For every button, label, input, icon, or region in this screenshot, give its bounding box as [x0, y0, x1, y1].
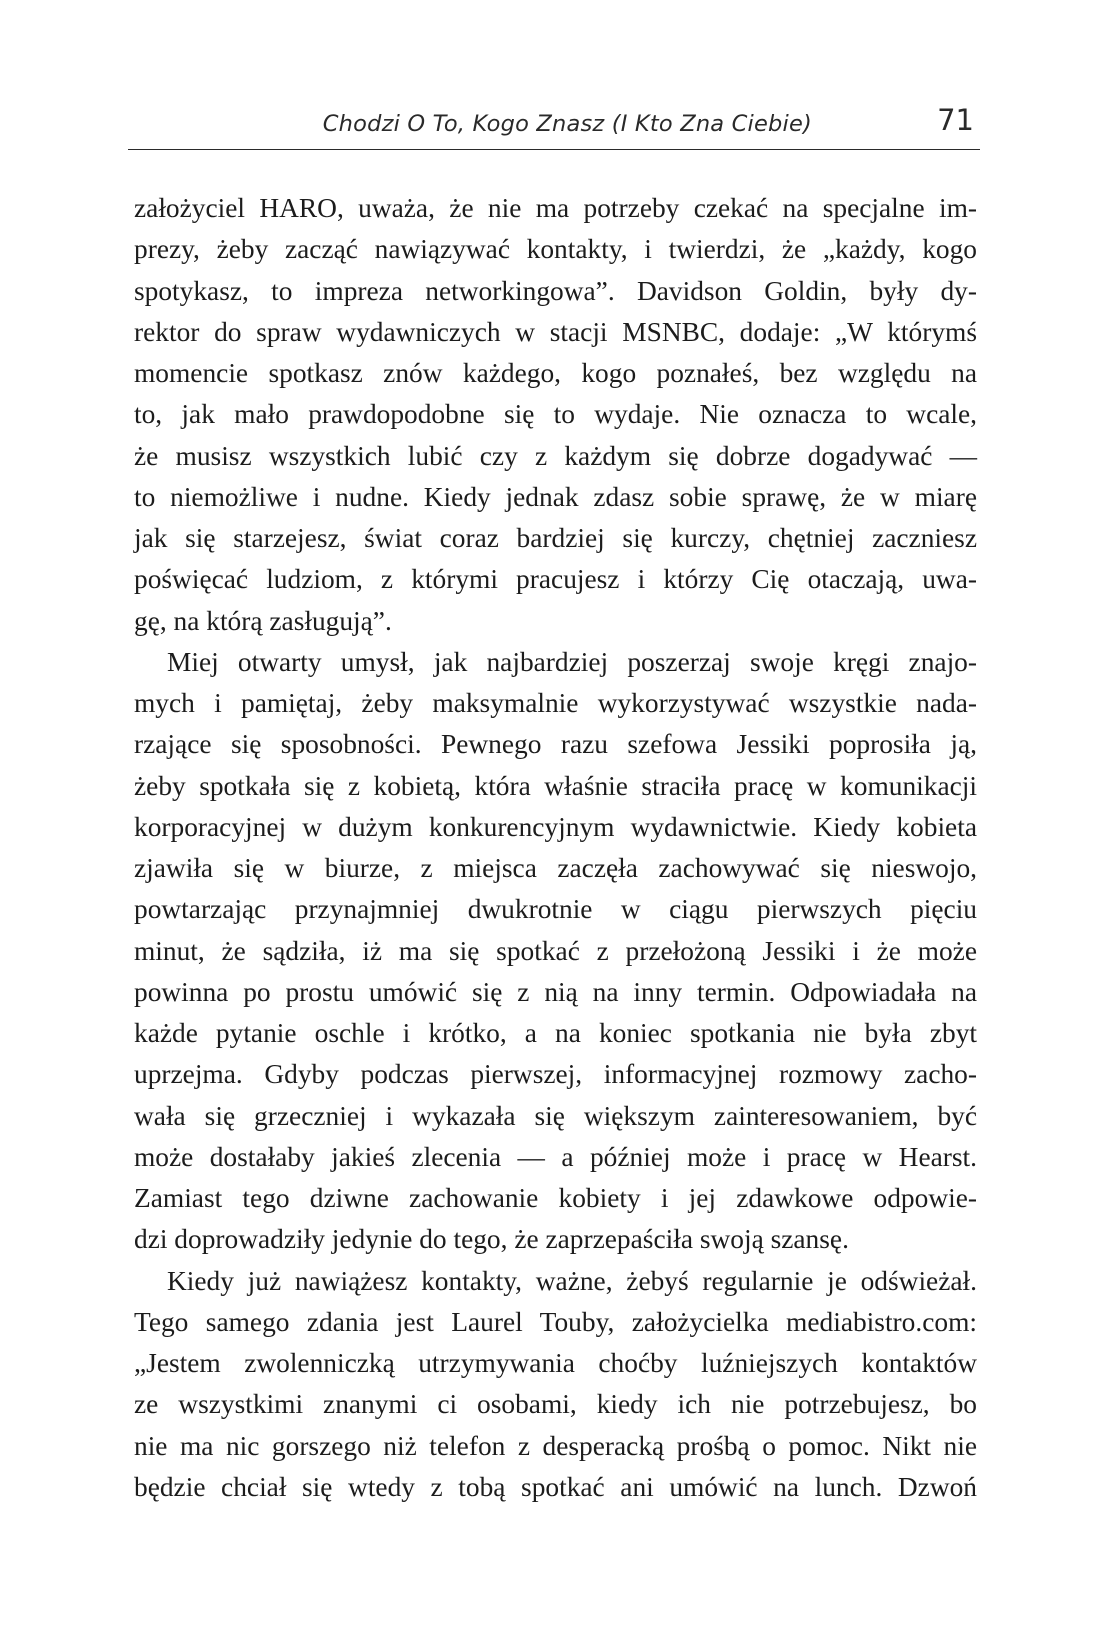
text-line: dzi doprowadziły jedynie do tego, że zaprzepaściła swoją szansę.: [134, 1224, 849, 1255]
text-line: będzie chciał się wtedy z tobą spotkać ani umówić na lunch. Dzwoń: [134, 1471, 977, 1502]
text-line: minut, że sądziła, iż ma się spotkać z przełożoną Jessiki i że może: [134, 935, 977, 966]
text-line: Zamiast tego dziwne zachowanie kobiety i jej zdawkowe odpowie-: [134, 1183, 977, 1213]
text-line: każde pytanie oschle i krótko, a na koniec spotkania nie była zbyt: [134, 1018, 977, 1048]
text-line: wała się grzeczniej i wykazała się większym zainteresowaniem, być: [134, 1100, 977, 1131]
text-line: mych i pamiętaj, żeby maksymalnie wykorzystywać wszystkie nada-: [134, 688, 977, 718]
text-line: poświęcać ludziom, z którymi pracujesz i którzy Cię otaczają, uwa-: [134, 564, 977, 595]
text-line: żeby spotkała się z kobietą, która właśnie straciła pracę w komunikacji: [134, 770, 977, 801]
text-line: rzające się sposobności. Pewnego razu szefowa Jessiki poprosiła ją,: [134, 729, 977, 760]
text-line: Kiedy już nawiążesz kontakty, ważne, żebyś regularnie je odświeżał.: [167, 1265, 977, 1296]
running-header: [128, 103, 980, 150]
text-line: ze wszystkimi znanymi ci osobami, kiedy ich nie potrzebujesz, bo: [134, 1389, 977, 1420]
text-line: momencie spotkasz znów każdego, kogo poznałeś, bez względu na: [134, 358, 977, 388]
text-line: założyciel HARO, uważa, że nie ma potrzeby czekać na specjalne im-: [134, 193, 977, 223]
text-line: powtarzając przynajmniej dwukrotnie w ciągu pierwszych pięciu: [134, 894, 977, 925]
text-line: to niemożliwe i nudne. Kiedy jednak zdasz sobie sprawę, że w miarę: [134, 481, 977, 512]
page-number: 71: [937, 103, 974, 137]
text-line: powinna po prostu umówić się z nią na inny termin. Odpowiadała na: [134, 976, 977, 1007]
body-text: [134, 188, 977, 1508]
text-line: prezy, żeby zacząć nawiązywać kontakty, i twierdzi, że „każdy, kogo: [134, 234, 977, 265]
text-line: „Jestem zwolenniczką utrzymywania choćby luźniejszych kontaktów: [134, 1348, 977, 1378]
running-title: Chodzi O To, Kogo Znasz (I Kto Zna Ciebie): [322, 111, 812, 137]
text-line: to, jak mało prawdopodobne się to wydaje. Nie oznacza to wcale,: [134, 399, 977, 430]
text-line: że musisz wszystkich lubić czy z każdym się dobrze dogadywać —: [134, 440, 977, 471]
text-line: gę, na którą zasługują”.: [134, 605, 392, 636]
text-line: spotykasz, to impreza networkingowa”. Davidson Goldin, były dy-: [134, 275, 977, 306]
text-line: nie ma nic gorszego niż telefon z desperacką prośbą o pomoc. Nikt nie: [134, 1430, 977, 1461]
text-line: korporacyjnej w dużym konkurencyjnym wydawnictwie. Kiedy kobieta: [134, 811, 977, 842]
text-line: Miej otwarty umysł, jak najbardziej poszerzaj swoje kręgi znajo-: [167, 646, 977, 677]
text-line: rektor do spraw wydawniczych w stacji MSNBC, dodaje: „W którymś: [134, 316, 977, 347]
text-line: Tego samego zdania jest Laurel Touby, założycielka mediabistro.com:: [134, 1306, 977, 1337]
text-line: zjawiła się w biurze, z miejsca zaczęła zachowywać się nieswojo,: [134, 853, 977, 883]
text-line: uprzejma. Gdyby podczas pierwszej, informacyjnej rozmowy zacho-: [134, 1059, 977, 1090]
text-line: jak się starzejesz, świat coraz bardziej się kurczy, chętniej zaczniesz: [134, 523, 977, 553]
text-line: może dostałaby jakieś zlecenia — a później może i pracę w Hearst.: [134, 1141, 977, 1172]
